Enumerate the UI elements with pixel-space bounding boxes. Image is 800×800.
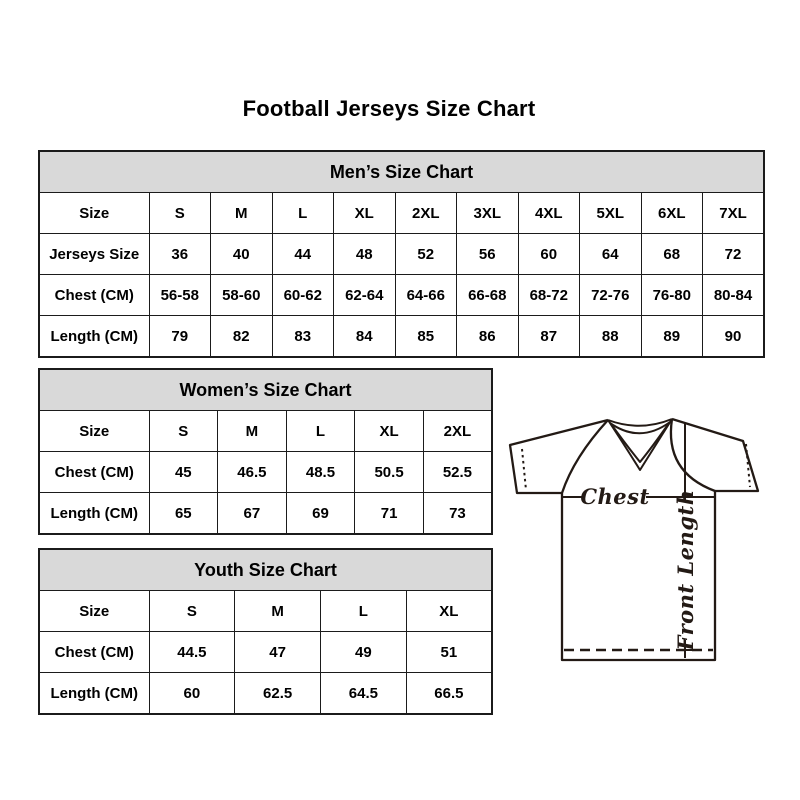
table-cell: 68-72 — [518, 275, 580, 316]
table-title-row — [39, 151, 764, 193]
table-cell: 64 — [580, 234, 642, 275]
table-cell: 44.5 — [149, 632, 235, 673]
table-cell: 2XL — [423, 411, 492, 452]
table-cell: 60 — [518, 234, 580, 275]
table-cell: 87 — [518, 316, 580, 358]
row-label: Chest (CM) — [39, 275, 149, 316]
table-cell: 45 — [149, 452, 218, 493]
row-label: Jerseys Size — [39, 234, 149, 275]
table-row — [39, 493, 492, 535]
row-label: Size — [39, 193, 149, 234]
table-cell: 52 — [395, 234, 457, 275]
table-cell: 60-62 — [272, 275, 334, 316]
table-cell: 56 — [457, 234, 519, 275]
cuff-dotted-line-left — [522, 449, 526, 490]
table-row — [39, 452, 492, 493]
table-cell: L — [286, 411, 355, 452]
table-cell: 82 — [211, 316, 273, 358]
table-cell: 4XL — [518, 193, 580, 234]
table-cell: 60 — [149, 673, 235, 715]
table-cell: S — [149, 411, 218, 452]
table-title-row — [39, 549, 492, 591]
table-cell: 72-76 — [580, 275, 642, 316]
table-cell: 71 — [355, 493, 424, 535]
table-cell: 52.5 — [423, 452, 492, 493]
table-cell: XL — [406, 591, 492, 632]
table-cell: 3XL — [457, 193, 519, 234]
table-cell: 7XL — [703, 193, 765, 234]
table-row — [39, 316, 764, 358]
table-row — [39, 411, 492, 452]
table-row — [39, 234, 764, 275]
table-cell: S — [149, 193, 211, 234]
row-label: Length (CM) — [39, 316, 149, 358]
table-cell: 73 — [423, 493, 492, 535]
table-cell: M — [218, 411, 287, 452]
table-cell: 68 — [641, 234, 703, 275]
table-cell: 85 — [395, 316, 457, 358]
mens-size-table — [38, 150, 765, 358]
mens-table-title: Men’s Size Chart — [39, 151, 764, 193]
row-label: Length (CM) — [39, 673, 149, 715]
table-cell: 48 — [334, 234, 396, 275]
youth-size-table — [38, 548, 493, 715]
table-cell: 62.5 — [235, 673, 321, 715]
table-cell: M — [235, 591, 321, 632]
chest-measure-label: Chest — [580, 484, 650, 509]
table-cell: 83 — [272, 316, 334, 358]
front-length-measure-label: Front Length — [673, 489, 698, 651]
table-cell: L — [272, 193, 334, 234]
table-row — [39, 632, 492, 673]
table-cell: 69 — [286, 493, 355, 535]
table-cell: 90 — [703, 316, 765, 358]
table-cell: 86 — [457, 316, 519, 358]
table-cell: 84 — [334, 316, 396, 358]
table-cell: XL — [355, 411, 424, 452]
table-cell: 2XL — [395, 193, 457, 234]
youth-table-title: Youth Size Chart — [39, 549, 492, 591]
table-cell: 88 — [580, 316, 642, 358]
row-label: Chest (CM) — [39, 632, 149, 673]
row-label: Length (CM) — [39, 493, 149, 535]
table-cell: 66-68 — [457, 275, 519, 316]
table-cell: 80-84 — [703, 275, 765, 316]
table-cell: 64.5 — [321, 673, 407, 715]
table-cell: 51 — [406, 632, 492, 673]
table-cell: 66.5 — [406, 673, 492, 715]
table-cell: S — [149, 591, 235, 632]
page-title: Football Jerseys Size Chart — [242, 96, 536, 121]
table-row — [39, 591, 492, 632]
collar — [608, 419, 672, 470]
table-cell: XL — [334, 193, 396, 234]
table-cell: M — [211, 193, 273, 234]
table-cell: 49 — [321, 632, 407, 673]
table-cell: 65 — [149, 493, 218, 535]
table-row — [39, 673, 492, 715]
table-row — [39, 275, 764, 316]
table-cell: 64-66 — [395, 275, 457, 316]
table-cell: 36 — [149, 234, 211, 275]
table-cell: 48.5 — [286, 452, 355, 493]
table-cell: 76-80 — [641, 275, 703, 316]
womens-size-table — [38, 368, 493, 535]
table-cell: 40 — [211, 234, 273, 275]
table-cell: 79 — [149, 316, 211, 358]
table-cell: L — [321, 591, 407, 632]
row-label: Size — [39, 591, 149, 632]
table-cell: 47 — [235, 632, 321, 673]
jersey-measurement-diagram — [504, 402, 766, 670]
table-cell: 89 — [641, 316, 703, 358]
table-cell: 67 — [218, 493, 287, 535]
table-cell: 56-58 — [149, 275, 211, 316]
row-label: Size — [39, 411, 149, 452]
table-cell: 58-60 — [211, 275, 273, 316]
table-cell: 72 — [703, 234, 765, 275]
table-cell: 62-64 — [334, 275, 396, 316]
table-row — [39, 193, 764, 234]
table-cell: 6XL — [641, 193, 703, 234]
table-cell: 5XL — [580, 193, 642, 234]
row-label: Chest (CM) — [39, 452, 149, 493]
table-cell: 44 — [272, 234, 334, 275]
womens-table-title: Women’s Size Chart — [39, 369, 492, 411]
table-title-row — [39, 369, 492, 411]
table-cell: 46.5 — [218, 452, 287, 493]
table-cell: 50.5 — [355, 452, 424, 493]
